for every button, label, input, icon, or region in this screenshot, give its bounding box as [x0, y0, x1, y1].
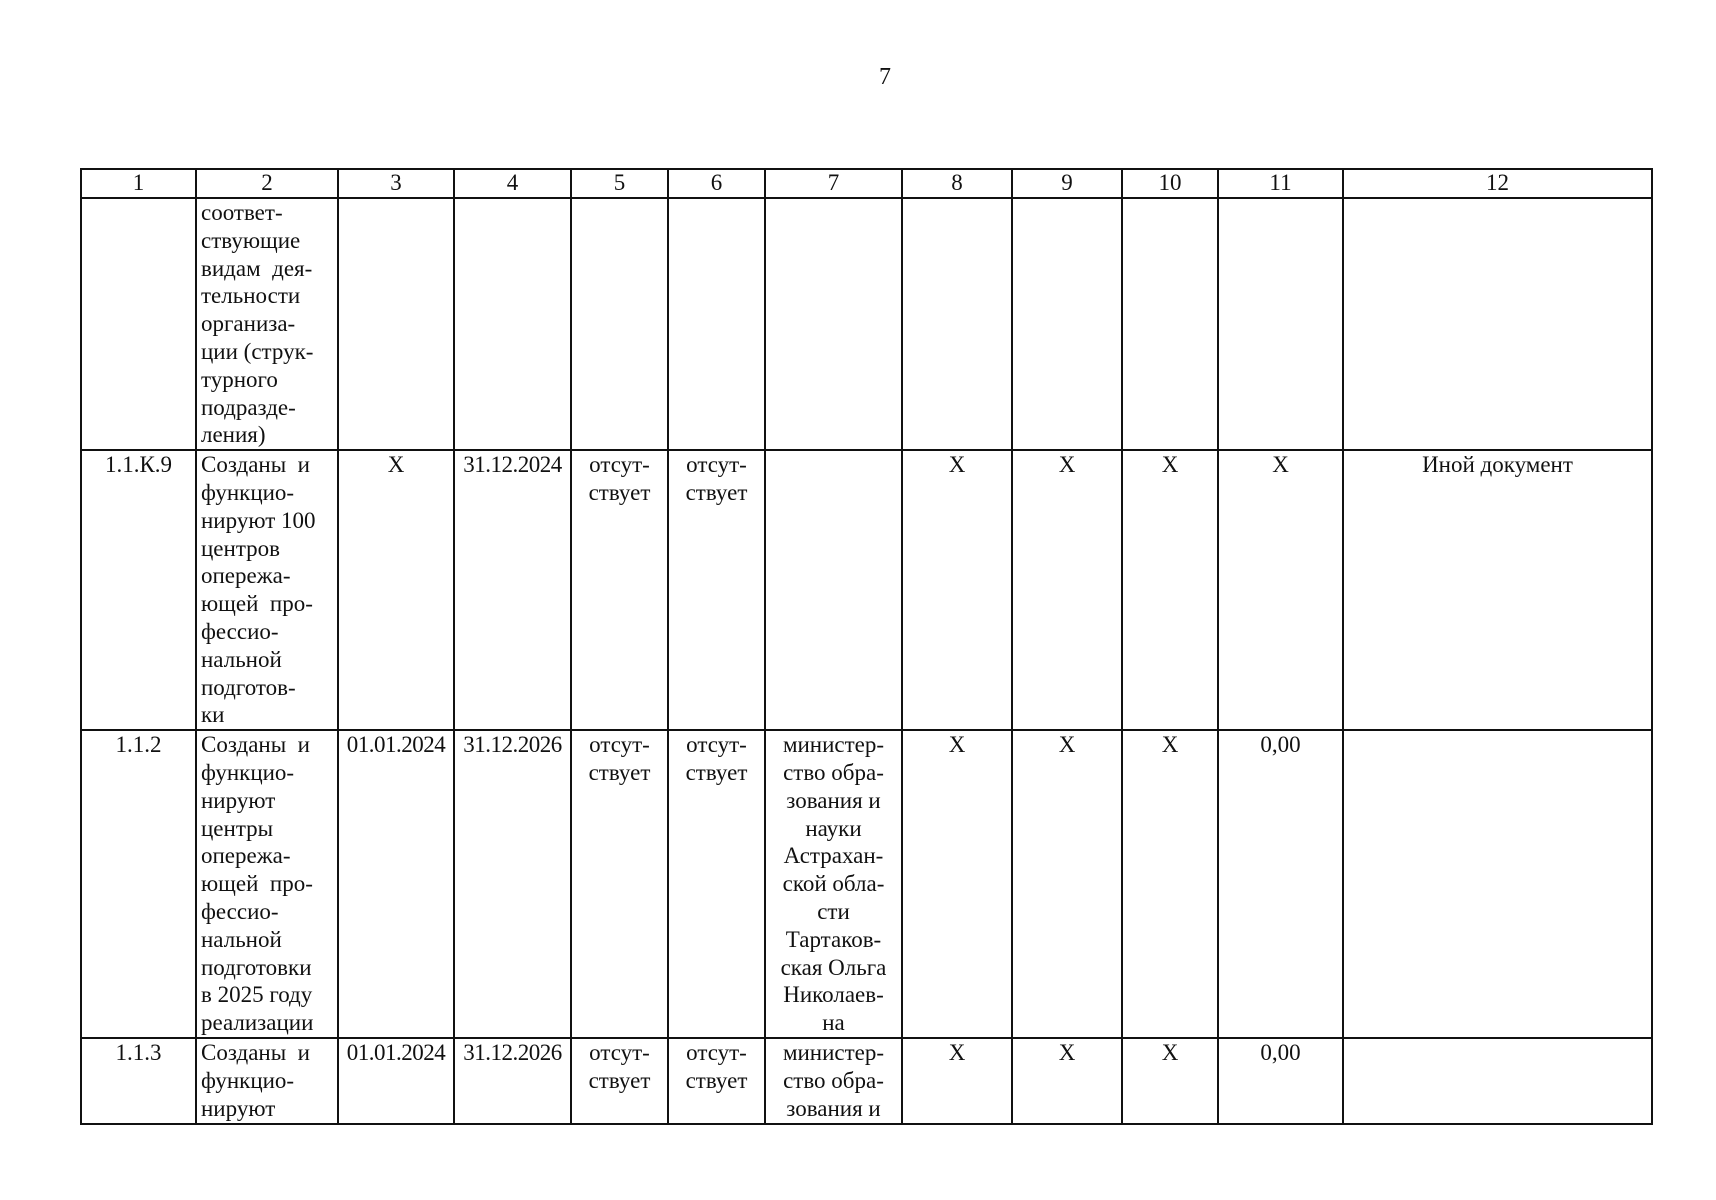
- text-line: Созданы и: [201, 452, 310, 478]
- text-line: сти: [817, 898, 850, 924]
- cell-empty: [454, 198, 571, 450]
- text-line: отсут-: [686, 732, 747, 758]
- cell-col11: 0,00: [1218, 730, 1343, 1038]
- cell-document-type: [1343, 730, 1652, 1038]
- row-number: 1.1.2: [81, 730, 196, 1038]
- text-line: ющей про-: [201, 871, 313, 897]
- cell-col9: Х: [1012, 1038, 1122, 1123]
- text-line: ствует: [588, 759, 651, 785]
- text-line: ство обра-: [783, 759, 884, 785]
- table-row: [81, 1038, 1652, 1123]
- row-number: 1.1.3: [81, 1038, 196, 1123]
- text-line: отсут-: [589, 1040, 650, 1066]
- text-line: ствует: [685, 1067, 748, 1093]
- cell-empty: [1218, 198, 1343, 450]
- text-line: ской обла-: [782, 871, 885, 897]
- cell-col5: [571, 1038, 668, 1123]
- cell-empty: [338, 198, 454, 450]
- cell-col6: [668, 1038, 765, 1123]
- cell-end-date: 31.12.2026: [454, 730, 571, 1038]
- text-line: ство обра-: [783, 1067, 884, 1093]
- cell-document-type: Иной документ: [1343, 450, 1652, 730]
- column-number: 12: [1343, 169, 1652, 198]
- column-number: 8: [902, 169, 1012, 198]
- text-line: Николаев-: [783, 982, 884, 1008]
- text-line: ции (струк-: [201, 338, 314, 364]
- column-number: 2: [196, 169, 338, 198]
- column-number: 9: [1012, 169, 1122, 198]
- text-line: соответ-: [201, 200, 283, 225]
- cell-col6: [668, 450, 765, 730]
- cell-start-date: 01.01.2024: [338, 1038, 454, 1123]
- column-number: 1: [81, 169, 196, 198]
- cell-col9: Х: [1012, 730, 1122, 1038]
- table-row-continuation: [81, 198, 1652, 450]
- column-number: 6: [668, 169, 765, 198]
- text-line: науки: [805, 815, 862, 841]
- text-line: тельности: [201, 283, 301, 309]
- cell-responsible: [765, 730, 902, 1038]
- text-line: подготов-: [201, 674, 296, 700]
- column-number: 10: [1122, 169, 1218, 198]
- text-line: подразде-: [201, 394, 296, 420]
- text-line: центров: [201, 535, 281, 561]
- column-number: 7: [765, 169, 902, 198]
- cell-description: [196, 730, 338, 1038]
- cell-col5: [571, 730, 668, 1038]
- table-row: [81, 730, 1652, 1038]
- text-line: отсут-: [589, 452, 650, 478]
- text-line: ствует: [685, 479, 748, 505]
- cell-empty: [902, 198, 1012, 450]
- text-line: турного: [201, 366, 278, 392]
- text-line: ствует: [685, 759, 748, 785]
- text-line: нируют: [201, 787, 276, 813]
- text-line: ки: [201, 702, 225, 728]
- cell-end-date: 31.12.2024: [454, 450, 571, 730]
- text-line: фессио-: [201, 618, 279, 644]
- cell-end-date: 31.12.2026: [454, 1038, 571, 1123]
- cell-col8: Х: [902, 450, 1012, 730]
- text-line: ствует: [588, 1067, 651, 1093]
- text-line: видам дея-: [201, 255, 313, 281]
- text-line: организа-: [201, 311, 296, 337]
- text-line: опережа-: [201, 563, 291, 589]
- text-line: нируют: [201, 1095, 276, 1121]
- text-line: ствует: [588, 479, 651, 505]
- text-line: министер-: [782, 732, 885, 758]
- column-number: 3: [338, 169, 454, 198]
- text-line: подготовки: [201, 954, 312, 980]
- cell-empty: [668, 198, 765, 450]
- plan-table: [80, 168, 1653, 1125]
- cell-start-date: 01.01.2024: [338, 730, 454, 1038]
- text-line: ления): [201, 422, 266, 448]
- text-line: ющей про-: [201, 591, 313, 617]
- text-line: отсут-: [686, 1040, 747, 1066]
- cell-col6: [668, 730, 765, 1038]
- text-line: нируют 100: [201, 507, 316, 533]
- text-line: в 2025 году: [201, 982, 313, 1008]
- text-line: опережа-: [201, 843, 291, 869]
- text-line: функцио-: [201, 1067, 295, 1093]
- text-line: отсут-: [589, 732, 650, 758]
- row-number: 1.1.К.9: [81, 450, 196, 730]
- cell-description: [196, 198, 338, 450]
- text-line: зования и: [786, 1095, 881, 1121]
- cell-responsible: [765, 1038, 902, 1123]
- text-line: фессио-: [201, 898, 279, 924]
- text-line: ствующие: [201, 227, 301, 253]
- text-line: ская Ольга: [780, 954, 887, 980]
- text-line: функцио-: [201, 479, 295, 505]
- text-line: Созданы и: [201, 732, 310, 758]
- text-line: центры: [201, 815, 274, 841]
- text-line: Астрахан-: [783, 843, 884, 869]
- column-number: 4: [454, 169, 571, 198]
- column-number-row: [81, 169, 1652, 198]
- cell-responsible: [765, 450, 902, 730]
- page-number: 7: [879, 64, 891, 90]
- text-line: Тартаков-: [785, 926, 882, 952]
- cell-col10: Х: [1122, 730, 1218, 1038]
- cell-description: [196, 450, 338, 730]
- table-row: [81, 450, 1652, 730]
- cell-empty: [1343, 198, 1652, 450]
- text-line: нальной: [201, 646, 282, 672]
- cell-col5: [571, 450, 668, 730]
- column-number: 5: [571, 169, 668, 198]
- cell-empty: [1122, 198, 1218, 450]
- cell-description: [196, 1038, 338, 1123]
- text-line: на: [822, 1010, 845, 1036]
- text-line: Созданы и: [201, 1040, 310, 1066]
- cell-empty: [765, 198, 902, 450]
- cell-col9: Х: [1012, 450, 1122, 730]
- text-line: отсут-: [686, 452, 747, 478]
- text-line: реализации: [201, 1010, 314, 1036]
- cell-start-date: Х: [338, 450, 454, 730]
- cell-col11: Х: [1218, 450, 1343, 730]
- cell-col11: 0,00: [1218, 1038, 1343, 1123]
- text-line: зования и: [786, 787, 881, 813]
- cell-document-type: [1343, 1038, 1652, 1123]
- cell-col10: Х: [1122, 450, 1218, 730]
- text-line: нальной: [201, 926, 282, 952]
- cell-empty: [81, 198, 196, 450]
- cell-col8: Х: [902, 1038, 1012, 1123]
- cell-empty: [1012, 198, 1122, 450]
- cell-col8: Х: [902, 730, 1012, 1038]
- cell-empty: [571, 198, 668, 450]
- cell-col10: Х: [1122, 1038, 1218, 1123]
- column-number: 11: [1218, 169, 1343, 198]
- text-line: функцио-: [201, 759, 295, 785]
- text-line: министер-: [782, 1040, 885, 1066]
